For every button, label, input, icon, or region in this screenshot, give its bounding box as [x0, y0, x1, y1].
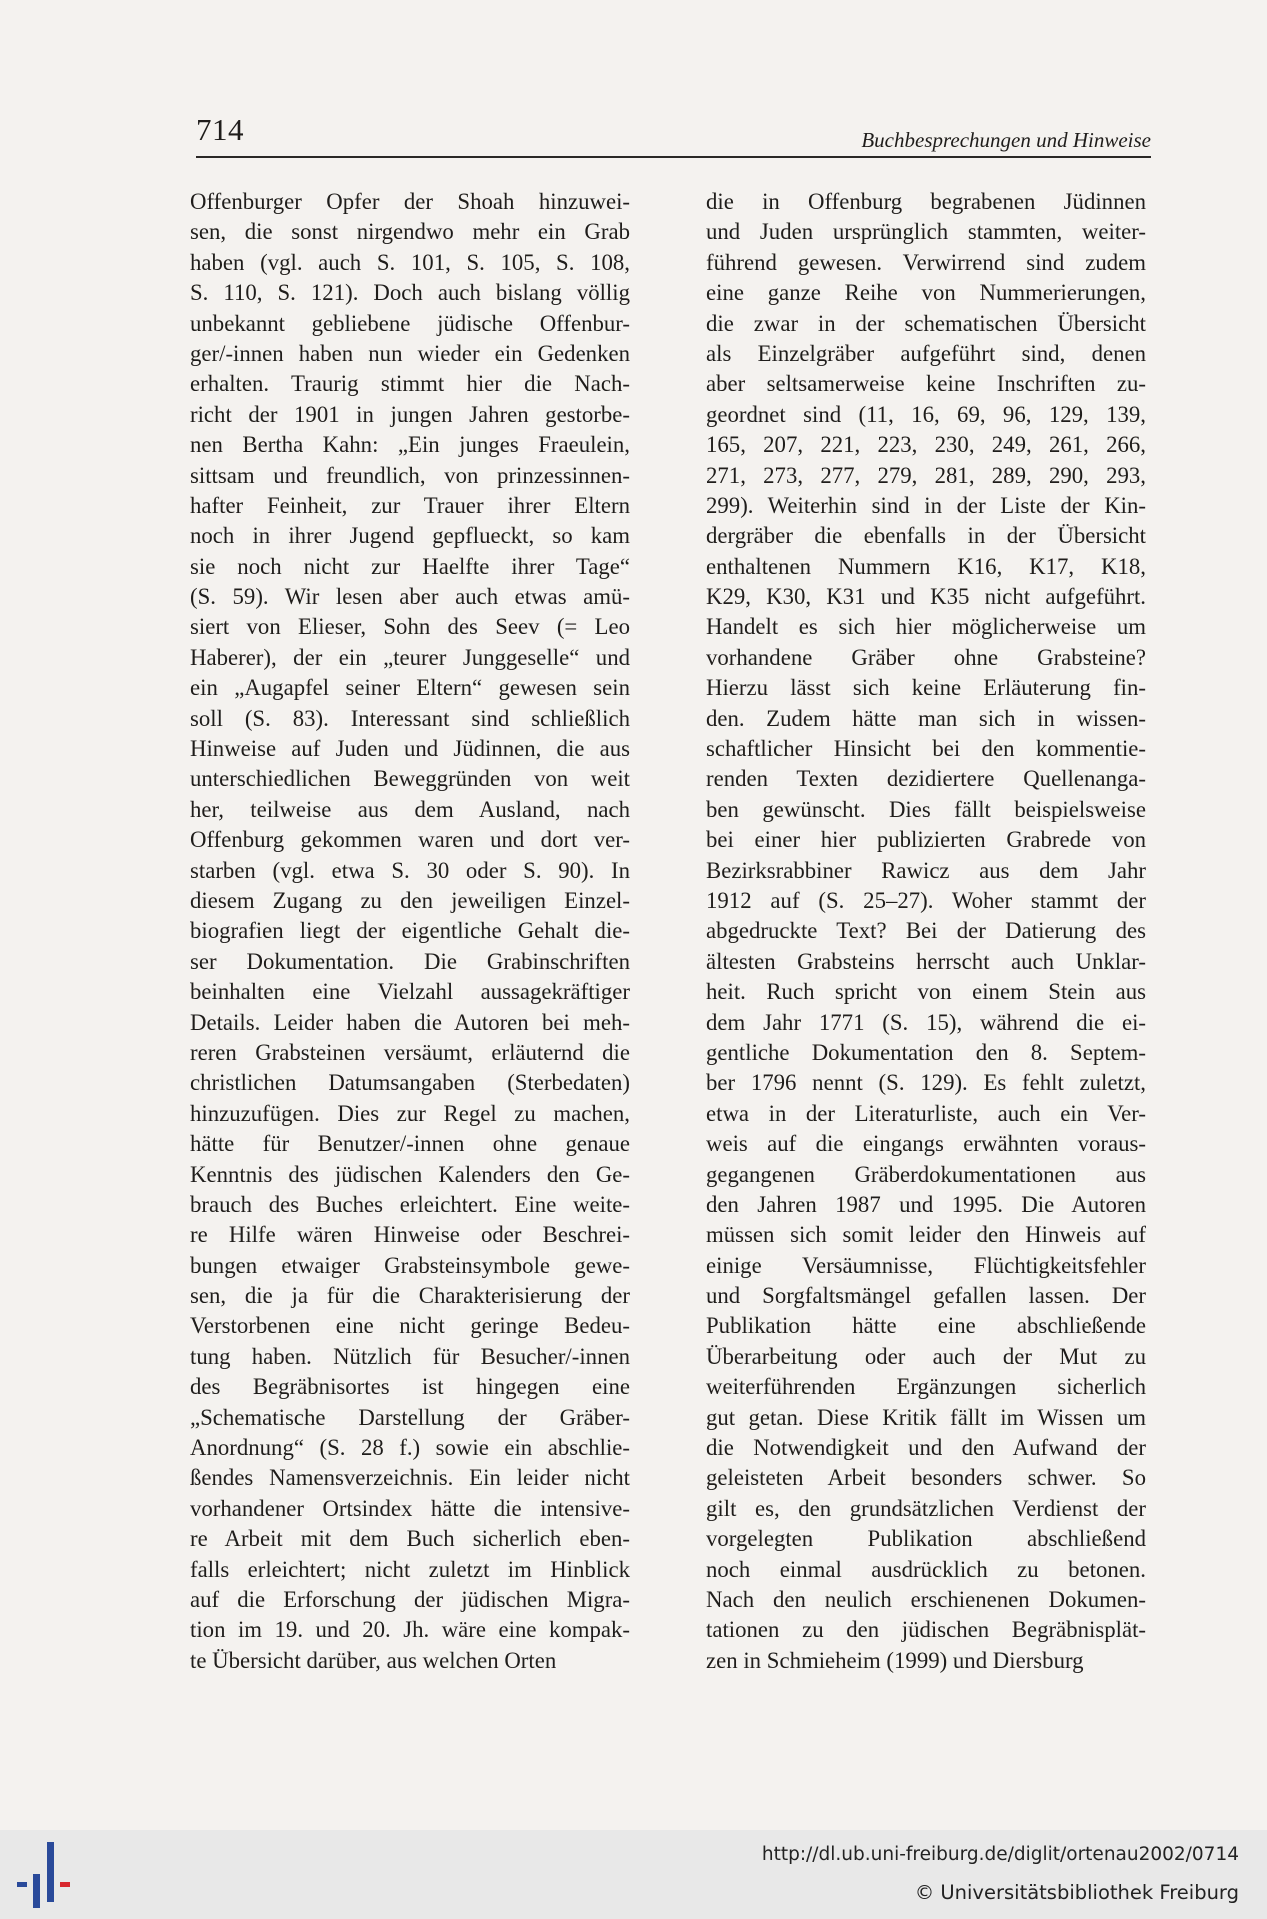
text-line: ein „Augapfel seiner Eltern“ gewesen sein — [190, 675, 630, 701]
text-line: gut getan. Diese Kritik fällt im Wissen um — [706, 1404, 1146, 1430]
text-line: 1912 auf (S. 25–27). Woher stammt der — [706, 887, 1146, 913]
text-line: geordnet sind (11, 16, 69, 96, 129, 139, — [706, 401, 1146, 427]
text-column-right — [706, 187, 1146, 1676]
copyright-notice: © Universitätsbibliothek Freiburg — [914, 1881, 1239, 1904]
text-line: und Sorgfaltsmängel gefallen lassen. Der — [706, 1283, 1146, 1309]
text-line: „Schematische Darstellung der Gräber- — [190, 1404, 630, 1430]
text-line: etwa in der Literaturliste, auch ein Ver- — [706, 1100, 1146, 1126]
text-line: K29, K30, K31 und K35 nicht aufgeführt. — [706, 584, 1146, 610]
text-line: christlichen Datumsangaben (Sterbedaten) — [190, 1070, 630, 1096]
text-line: hätte für Benutzer/-innen ohne genaue — [190, 1131, 630, 1157]
text-line: einige Versäumnisse, Flüchtigkeitsfehler — [706, 1252, 1146, 1278]
text-line: Kenntnis des jüdischen Kalenders den Ge- — [190, 1161, 630, 1187]
text-line: zen in Schmieheim (1999) und Diersburg — [706, 1647, 1084, 1673]
text-line: vorhandene Gräber ohne Grabsteine? — [706, 644, 1146, 670]
text-line: die in Offenburg begrabenen Jüdinnen — [706, 189, 1146, 214]
text-line: noch in ihrer Jugend gepflueckt, so kam — [190, 523, 630, 549]
text-line: die Notwendigkeit und den Aufwand der — [706, 1435, 1146, 1461]
text-line: diesem Zugang zu den jeweiligen Einzel- — [190, 887, 630, 913]
text-line: Hierzu lässt sich keine Erläuterung fin- — [706, 675, 1146, 701]
text-line: bungen etwaiger Grabsteinsymbole gewe- — [190, 1252, 630, 1278]
ub-freiburg-logo-icon[interactable] — [14, 1838, 78, 1910]
text-line: ältesten Grabsteins herrscht auch Unklar- — [706, 948, 1146, 974]
text-line: renden Texten dezidiertere Quellenanga- — [706, 766, 1146, 792]
text-line: auf die Erforschung der jüdischen Migra- — [190, 1586, 630, 1612]
text-line: Publikation hätte eine abschließende — [706, 1313, 1146, 1339]
text-line: sie noch nicht zur Haelfte ihrer Tage“ — [190, 553, 630, 579]
text-line: re Arbeit mit dem Buch sicherlich eben- — [190, 1526, 630, 1552]
text-line: Details. Leider haben die Autoren bei meh- — [190, 1009, 630, 1035]
text-line: soll (S. 83). Interessant sind schließlich — [190, 705, 630, 731]
text-line: vorhandener Ortsindex hätte die intensive- — [190, 1495, 630, 1521]
text-line: sen, die sonst nirgendwo mehr ein Grab — [190, 219, 630, 245]
text-line: haben (vgl. auch S. 101, S. 105, S. 108, — [190, 249, 630, 275]
text-line: brauch des Buches erleichtert. Eine weite- — [190, 1191, 630, 1217]
text-line: dem Jahr 1771 (S. 15), während die ei- — [706, 1009, 1146, 1035]
text-line: noch einmal ausdrücklich zu betonen. — [706, 1556, 1146, 1582]
text-line: heit. Ruch spricht von einem Stein aus — [706, 979, 1146, 1005]
text-line: her, teilweise aus dem Ausland, nach — [190, 796, 630, 822]
text-line: weiterführenden Ergänzungen sicherlich — [706, 1374, 1146, 1400]
text-line: bei einer hier publizierten Grabrede von — [706, 827, 1146, 853]
text-line: den. Zudem hätte man sich in wissen- — [706, 705, 1146, 731]
text-line: ben gewünscht. Dies fällt beispielsweise — [706, 796, 1146, 822]
header-rule — [196, 156, 1151, 158]
page-number: 714 — [196, 112, 244, 147]
text-line: ger/-innen haben nun wieder ein Gedenken — [190, 340, 630, 366]
text-line: Offenburg gekommen waren und dort ver- — [190, 827, 630, 853]
text-line: gilt es, den grundsätzlichen Verdienst der — [706, 1495, 1146, 1521]
text-line: falls erleichtert; nicht zuletzt im Hinblick — [190, 1556, 630, 1582]
text-line: unterschiedlichen Beweggründen von weit — [190, 766, 630, 792]
text-line: Hinweise auf Juden und Jüdinnen, die aus — [190, 736, 630, 762]
text-line: enthaltenen Nummern K16, K17, K18, — [706, 553, 1146, 579]
text-line: gegangenen Gräberdokumentationen aus — [706, 1161, 1146, 1187]
text-line: unbekannt gebliebene jüdische Offenbur- — [190, 310, 630, 336]
text-line: hinzuzufügen. Dies zur Regel zu machen, — [190, 1100, 630, 1126]
text-line: ber 1796 nennt (S. 129). Es fehlt zuletzt, — [706, 1070, 1146, 1096]
text-line: müssen sich somit leider den Hinweis auf — [706, 1222, 1146, 1248]
text-line: die zwar in der schematischen Übersicht — [706, 310, 1146, 336]
text-line: Offenburger Opfer der Shoah hinzuwei- — [190, 189, 630, 214]
text-line: sittsam und freundlich, von prinzessinnen- — [190, 462, 630, 488]
text-line: führend gewesen. Verwirrend sind zudem — [706, 249, 1146, 275]
text-line: ser Dokumentation. Die Grabinschriften — [190, 948, 630, 974]
text-line: reren Grabsteinen versäumt, erläuternd die — [190, 1039, 630, 1065]
text-line: starben (vgl. etwa S. 30 oder S. 90). In — [190, 857, 630, 883]
text-line: richt der 1901 in jungen Jahren gestorbe- — [190, 401, 630, 427]
text-line: abgedruckte Text? Bei der Datierung des — [706, 918, 1146, 944]
text-line: biografien liegt der eigentliche Gehalt die- — [190, 918, 630, 944]
text-line: 165, 207, 221, 223, 230, 249, 261, 266, — [706, 432, 1146, 458]
text-line: weis auf die eingangs erwähnten voraus- — [706, 1131, 1146, 1157]
text-line: schaftlicher Hinsicht bei den kommentie- — [706, 736, 1146, 762]
text-line: tung haben. Nützlich für Besucher/-innen — [190, 1343, 630, 1369]
text-line: eine ganze Reihe von Nummerierungen, — [706, 280, 1146, 306]
text-line: erhalten. Traurig stimmt hier die Nach- — [190, 371, 630, 397]
text-line: und Juden ursprünglich stammten, weiter- — [706, 219, 1146, 245]
text-line: des Begräbnisortes ist hingegen eine — [190, 1374, 630, 1400]
text-line: 299). Weiterhin sind in der Liste der Kin- — [706, 492, 1146, 518]
text-line: Bezirksrabbiner Rawicz aus dem Jahr — [706, 857, 1146, 883]
text-line: re Hilfe wären Hinweise oder Beschrei- — [190, 1222, 630, 1248]
text-line: vorgelegten Publikation abschließend — [706, 1526, 1146, 1552]
text-line: tationen zu den jüdischen Begräbnisplät- — [706, 1617, 1146, 1643]
text-line: aber seltsamerweise keine Inschriften zu- — [706, 371, 1146, 397]
text-line: 271, 273, 277, 279, 281, 289, 290, 293, — [706, 462, 1146, 488]
text-line: siert von Elieser, Sohn des Seev (= Leo — [190, 614, 630, 640]
running-head: Buchbesprechungen und Hinweise — [861, 128, 1151, 152]
text-column-left — [190, 187, 630, 1676]
source-url-link[interactable]: http://dl.ub.uni-freiburg.de/diglit/ortenau2002/0714 — [761, 1844, 1239, 1865]
text-line: Verstorbenen eine nicht geringe Bedeu- — [190, 1313, 630, 1339]
text-line: Nach den neulich erschienenen Dokumen- — [706, 1586, 1146, 1612]
text-line: tion im 19. und 20. Jh. wäre eine kompak- — [190, 1617, 630, 1643]
text-line: nen Bertha Kahn: „Ein junges Fraeulein, — [190, 432, 630, 458]
text-line: dergräber die ebenfalls in der Übersicht — [706, 523, 1146, 549]
text-line: als Einzelgräber aufgeführt sind, denen — [706, 340, 1146, 366]
text-line: S. 110, S. 121). Doch auch bislang völlig — [190, 280, 630, 306]
text-line: den Jahren 1987 und 1995. Die Autoren — [706, 1191, 1146, 1217]
text-line: Anordnung“ (S. 28 f.) sowie ein abschlie- — [190, 1435, 630, 1461]
text-line: Überarbeitung oder auch der Mut zu — [706, 1343, 1146, 1369]
text-line: sen, die ja für die Charakterisierung der — [190, 1283, 630, 1309]
text-line: geleisteten Arbeit besonders schwer. So — [706, 1465, 1146, 1491]
text-line: te Übersicht darüber, aus welchen Orten — [190, 1647, 557, 1673]
text-line: ßendes Namensverzeichnis. Ein leider nicht — [190, 1465, 630, 1491]
text-line: Handelt es sich hier möglicherweise um — [706, 614, 1146, 640]
text-line: gentliche Dokumentation den 8. Septem- — [706, 1039, 1146, 1065]
text-line: hafter Feinheit, zur Trauer ihrer Eltern — [190, 492, 630, 518]
text-line: (S. 59). Wir lesen aber auch etwas amü- — [190, 584, 630, 610]
text-line: beinhalten eine Vielzahl aussagekräftiger — [190, 979, 630, 1005]
text-line: Haberer), der ein „teurer Junggeselle“ und — [190, 644, 630, 670]
